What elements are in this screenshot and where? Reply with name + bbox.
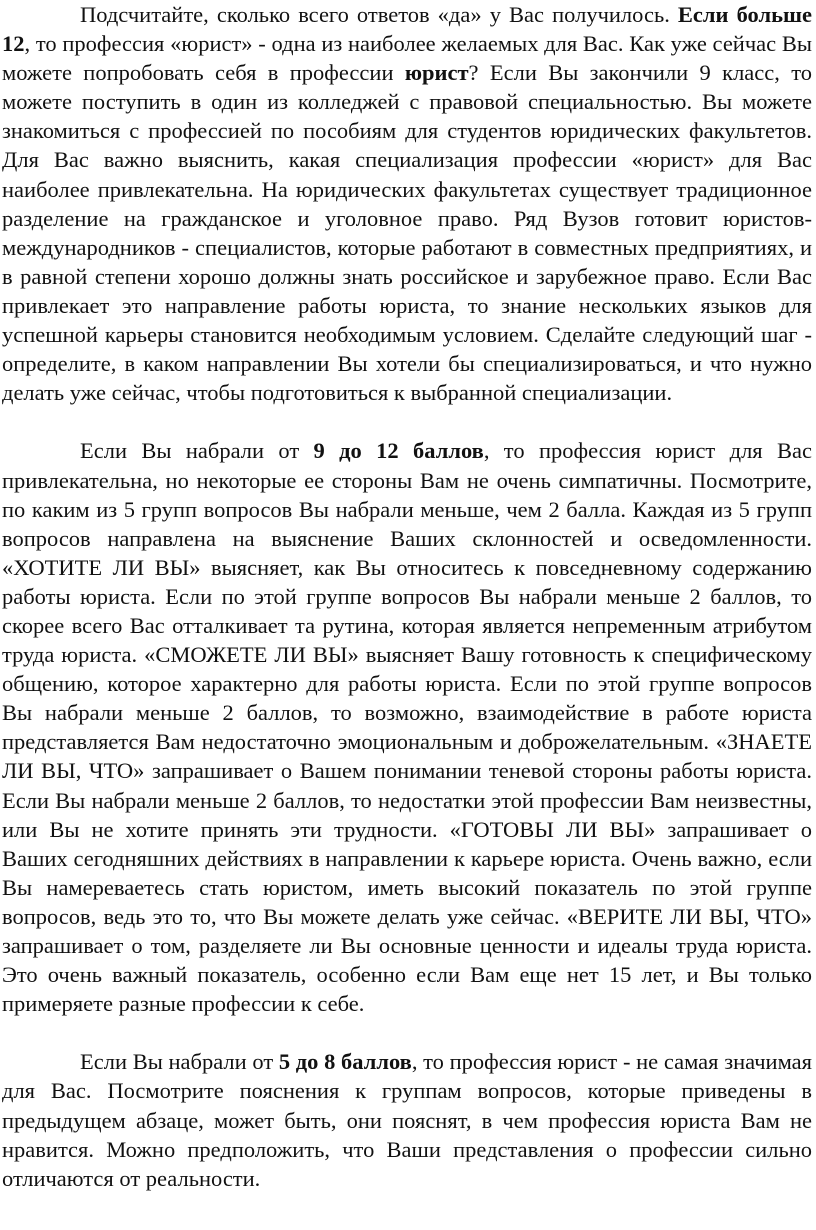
text-run: ? Если Вы закончили 9 класс, то можете поступить в один из колледжей с правовой специальностью. Вы можете знакомиться с профессией по пособиям для студентов юридических факультетов. Для Вас важно выяснить, какая специализация профессии «юрист» для Вас наиболее привлекательна. На юридических факультетах существует традиционное разделение на гражданское и уголовное право. Ряд Вузов готовит юристов-международников - специалистов, которые работают в совместных предприятиях, и в равной степени хорошо должны знать российское и зарубежное право. Если Вас привлекает это направление работы юриста, то знание нескольких языков для успешной карьеры становится необходимым условием. Сделайте следующий шаг - определите, в каком направлении Вы хотели бы специализироваться, и что нужно делать уже сейчас, чтобы подготовиться к выбранной специализации. bbox=[2, 60, 812, 406]
text-run: Подсчитайте, сколько всего ответов «да» у Вас получилось. bbox=[80, 2, 678, 27]
paragraph-9-to-12 bbox=[2, 436, 812, 1018]
bold-score-range: Если больше 12 bbox=[2, 2, 812, 57]
paragraph-more-than-12 bbox=[2, 0, 812, 407]
text-run: , то профессия юрист для Вас привлекательна, но некоторые ее стороны Вам не очень симпатичны. Посмотрите, по каким из 5 групп вопросов Вы набрали меньше, чем 2 балла. Каждая из 5 групп вопросов направлена на выяснение Ваших склонностей и осведомленности. «ХОТИТЕ ЛИ ВЫ» выясняет, как Вы относитесь к повседневному содержанию работы юриста. Если по этой группе вопросов Вы набрали меньше 2 баллов, то скорее всего Вас отталкивает та рутина, которая является непременным атрибутом труда юриста. «СМОЖЕТЕ ЛИ ВЫ» выясняет Вашу готовность к специфическому общению, которое характерно для работы юриста. Если по этой группе вопросов Вы набрали меньше 2 баллов, то возможно, взаимодействие в работе юриста представляется Вам недостаточно эмоциональным и доброжелательным. «ЗНАЕТЕ ЛИ ВЫ, ЧТО» запрашивает о Вашем понимании теневой стороны работы юриста. Если Вы набрали меньше 2 баллов, то недостатки этой профессии Вам неизвестны, или Вы не хотите принять эти трудности. «ГОТОВЫ ЛИ ВЫ» запрашивает о Ваших сегодняшних действиях в направлении к карьере юриста. Очень важно, если Вы намереваетесь стать юристом, иметь высокий показатель по этой группе вопросов, ведь это то, что Вы можете делать уже сейчас. «ВЕРИТЕ ЛИ ВЫ, ЧТО» запрашивает о том, разделяете ли Вы основные ценности и идеалы труда юриста. Это очень важный показатель, особенно если Вам еще нет 15 лет, и Вы только примеряете разные профессии к себе. bbox=[2, 438, 812, 1017]
bold-score-range: 5 до 8 баллов bbox=[278, 1049, 412, 1075]
paragraph-5-to-8 bbox=[2, 1047, 812, 1192]
bold-score-range: 9 до 12 баллов bbox=[313, 438, 484, 464]
text-run: Если Вы набрали от bbox=[80, 1049, 279, 1075]
text-run: , то профессия «юрист» - одна из наиболее желаемых для Вас. Как уже сейчас Вы можете попробовать себя в профессии bbox=[2, 31, 812, 86]
bold-profession: юрист bbox=[404, 60, 469, 86]
text-run: Если Вы набрали от bbox=[80, 438, 314, 464]
text-run: , то профессия юрист - не самая значимая для Вас. Посмотрите пояснения к группам вопросов, которые приведены в предыдущем абзаце, может быть, они пояснят, в чем профессия юриста Вам не нравится. Можно предположить, что Ваши представления о профессии сильно отличаются от реальности. bbox=[2, 1049, 812, 1191]
